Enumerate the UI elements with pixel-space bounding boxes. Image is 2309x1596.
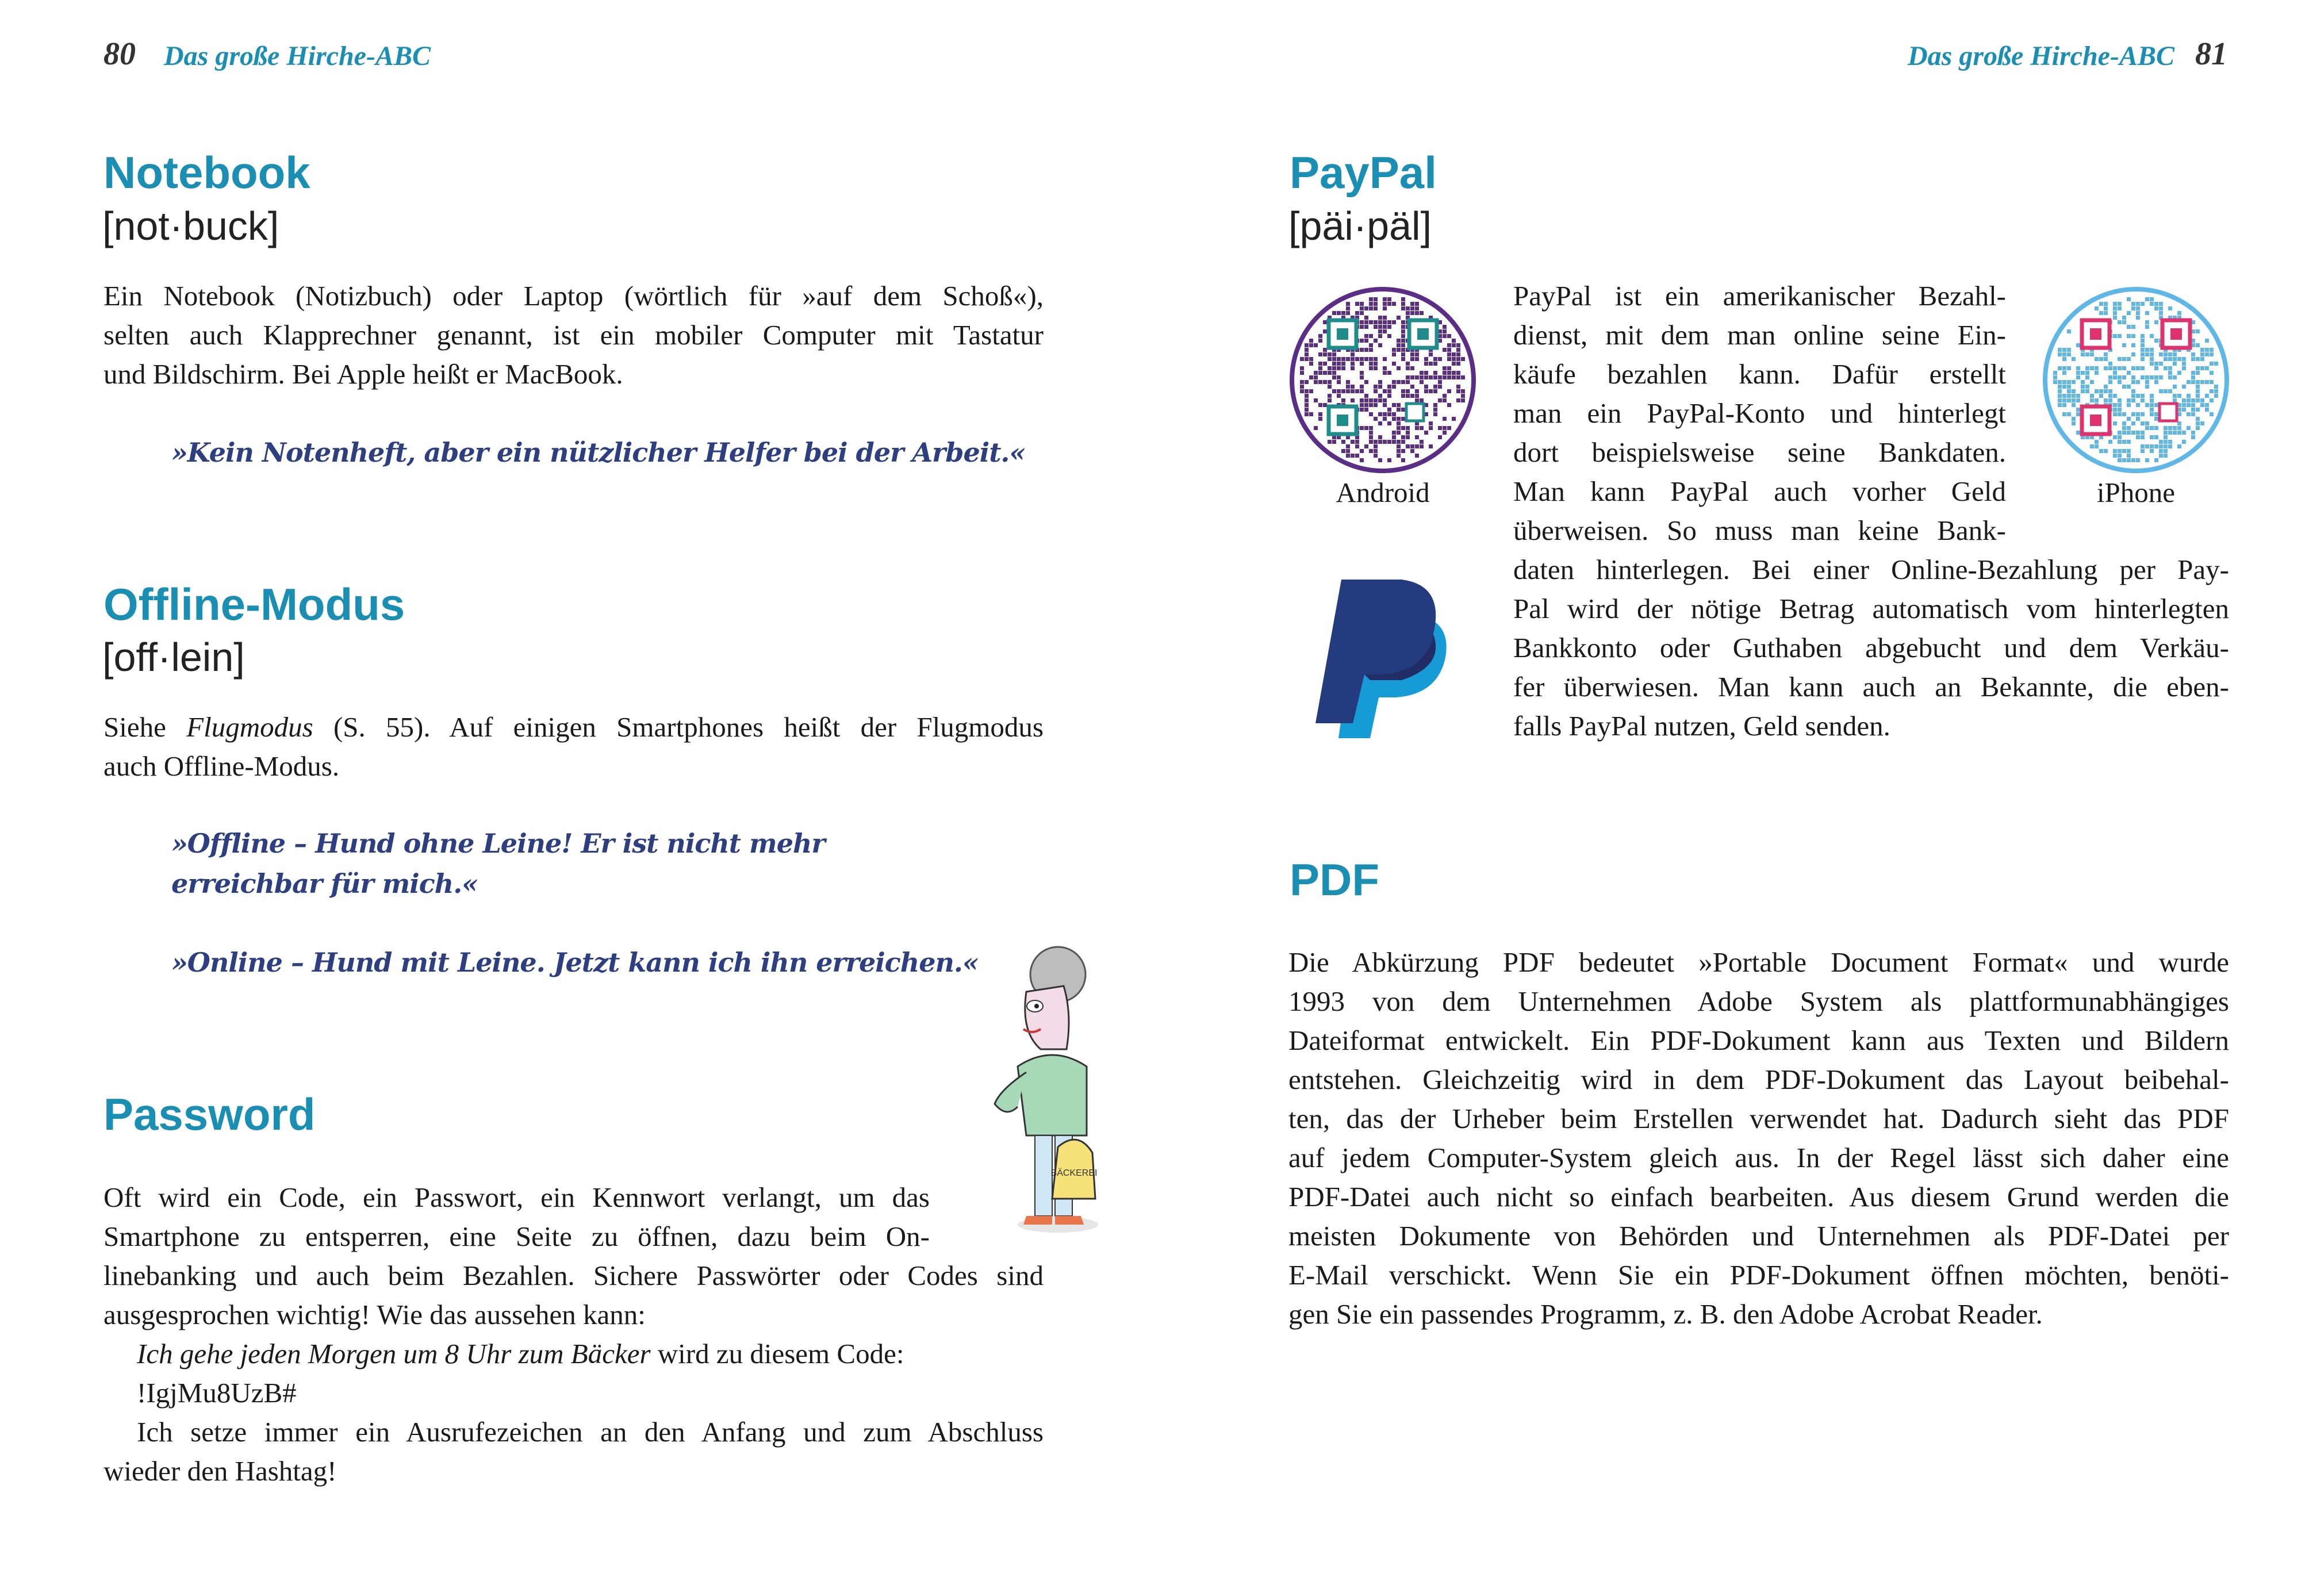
qr-alignment-pattern — [2160, 404, 2177, 421]
qr-finder-pattern — [2161, 319, 2191, 349]
pronunciation-paypal: [päi·päl] — [1288, 204, 1432, 248]
example-sentence: Ich gehe jeden Morgen um 8 Uhr zum Bäcker — [137, 1338, 651, 1369]
qr-code-iphone[interactable] — [2042, 286, 2230, 474]
page-number: 81 — [2195, 36, 2227, 72]
text-line: Man kann PayPal auch vorher Geld — [1513, 475, 2006, 507]
text-line: 1993 von dem Unternehmen Adobe System als plattformunabhängiges — [1288, 985, 2229, 1017]
text-line: man ein PayPal-Konto und hinterlegt — [1513, 397, 2006, 429]
qr-finder-pattern — [1328, 405, 1357, 435]
qr-finder-pattern — [2081, 319, 2111, 349]
entry-title-password: Password — [103, 1089, 316, 1140]
text-span: (S. 55). Auf einigen Smartphones heißt der Flugmodus — [313, 711, 1044, 743]
text-line: Bankkonto oder Guthaben abgebucht und dem Verkäu- — [1513, 632, 2229, 663]
text-span: wird zu diesem Code: — [650, 1338, 904, 1369]
text-line: ausgesprochen wichtig! Wie das aussehen kann: — [103, 1299, 646, 1330]
qr-finder-pattern — [1408, 319, 1438, 349]
qr-label-android: Android — [1336, 477, 1430, 508]
paypal-body-narrow — [1513, 277, 2006, 550]
pronunciation-offline: [off·lein] — [102, 635, 245, 680]
entry-title-pdf: PDF — [1290, 854, 1379, 905]
bag-label: BÄCKEREI — [1050, 1168, 1098, 1178]
text-line: ten, das der Urheber beim Erstellen verwendet hat. Dadurch sieht das PDF — [1288, 1103, 2229, 1134]
notebook-body — [103, 277, 1044, 394]
qr-code-android[interactable] — [1288, 286, 1477, 474]
qr-alignment-pattern — [1406, 404, 1424, 421]
entry-title-paypal: PayPal — [1290, 147, 1437, 198]
text-line: falls PayPal nutzen, Geld senden. — [1513, 710, 1890, 742]
qr-finder-pattern — [2081, 405, 2111, 435]
text-line: Die Abkürzung PDF bedeutet »Portable Document Format« und wurde — [1288, 946, 2229, 978]
cross-reference: Flugmodus — [186, 711, 313, 743]
text-span: Siehe — [103, 711, 187, 743]
password-body — [103, 1178, 1044, 1491]
example-line — [103, 1334, 1044, 1374]
text-line: käufe bezahlen kann. Dafür erstellt — [1513, 358, 2006, 390]
text-line: gen Sie ein passendes Programm, z. B. den Adobe Acrobat Reader. — [1288, 1298, 2043, 1330]
pdf-body — [1288, 943, 2229, 1334]
text-line: linebanking und auch beim Bezahlen. Sichere Passwörter oder Codes sind — [103, 1260, 1044, 1291]
text-line: E-Mail verschickt. Wenn Sie ein PDF-Dokument öffnen möchten, benöti- — [1288, 1259, 2229, 1291]
text-line — [103, 708, 1044, 747]
quote-notebook: »Kein Notenheft, aber ein nützlicher Helfer bei der Arbeit.« — [171, 437, 1026, 468]
qr-finder-pattern — [1328, 319, 1357, 349]
text-line: Pal wird der nötige Betrag automatisch vom hinterlegten — [1513, 593, 2229, 624]
text-line: auch Offline-Modus. — [103, 750, 340, 782]
text-line: Smartphone zu entsperren, eine Seite zu öffnen, dazu beim On- — [103, 1221, 930, 1252]
text-line: entstehen. Gleichzeitig wird in dem PDF-Dokument das Layout beibehal- — [1288, 1064, 2229, 1095]
text-line: Ein Notebook (Notizbuch) oder Laptop (wörtlich für »auf dem Schoß«), — [103, 280, 1044, 312]
text-line: daten hinterlegen. Bei einer Online-Bezahlung per Pay- — [1513, 554, 2229, 585]
entry-title-notebook: Notebook — [103, 147, 310, 198]
text-line: meisten Dokumente von Behörden und Unternehmen als PDF-Datei per — [1288, 1220, 2229, 1252]
paypal-logo-icon — [1315, 580, 1453, 738]
text-line: selten auch Klapprechner genannt, ist ein mobiler Computer mit Tastatur — [103, 319, 1044, 351]
offline-body — [103, 708, 1044, 786]
quote-offline-1 — [171, 823, 825, 904]
page-number: 80 — [103, 36, 136, 72]
text-line: PDF-Datei auch nicht so einfach bearbeiten. Aus diesem Grund werden die — [1288, 1181, 2229, 1213]
password-code: !IgjMu8UzB# — [137, 1377, 297, 1409]
quote-line: »Offline – Hund ohne Leine! Er ist nicht mehr — [171, 828, 825, 859]
pronunciation-notebook: [not·buck] — [102, 204, 279, 248]
qr-label-iphone: iPhone — [2096, 477, 2176, 508]
text-line: und Bildschirm. Bei Apple heißt er MacBook. — [103, 358, 623, 390]
text-line: Dateiformat entwickelt. Ein PDF-Dokument kann aus Texten und Bildern — [1288, 1025, 2229, 1056]
quote-offline-2: »Online – Hund mit Leine. Jetzt kann ich ihn erreichen.« — [171, 947, 979, 978]
running-head: Das große Hirche-ABC — [1908, 41, 2175, 71]
quote-line: erreichbar für mich.« — [171, 868, 478, 899]
text-line: auf jedem Computer-System gleich aus. In der Regel lässt sich daher eine — [1288, 1142, 2229, 1173]
paypal-body-wide — [1513, 550, 2229, 746]
text-line: wieder den Hashtag! — [103, 1455, 337, 1487]
running-head: Das große Hirche-ABC — [164, 41, 431, 71]
text-line: überweisen. So muss man keine Bank- — [1513, 515, 2006, 546]
text-line: dienst, mit dem man online seine Ein- — [1513, 319, 2006, 351]
text-line: Ich setze immer ein Ausrufezeichen an den Anfang und zum Abschluss — [137, 1416, 1044, 1448]
text-line: PayPal ist ein amerikanischer Bezahl- — [1513, 280, 2006, 312]
entry-title-offline-modus: Offline-Modus — [103, 579, 405, 630]
text-line: dort beispielsweise seine Bankdaten. — [1513, 436, 2006, 468]
text-line: Oft wird ein Code, ein Passwort, ein Kennwort verlangt, um das — [103, 1181, 930, 1213]
text-line: fer überwiesen. Man kann auch an Bekannte, die eben- — [1513, 671, 2229, 703]
